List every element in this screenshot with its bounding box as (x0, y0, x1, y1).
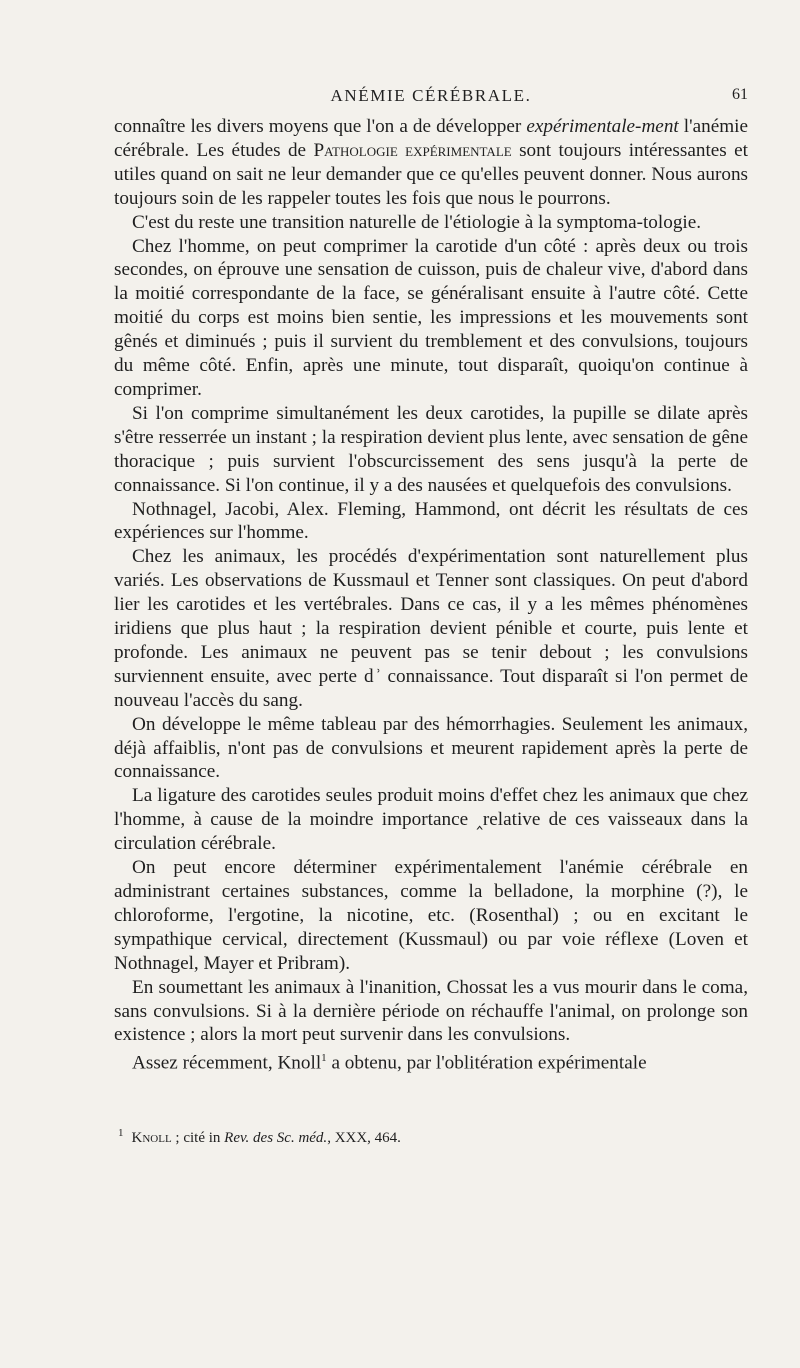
small-caps-term: Pathologie expérimentale (313, 139, 512, 161)
body-text (114, 115, 748, 1076)
paragraph: Chez les animaux, les procédés d'expérimentation sont naturellement plus variés. Les observations de Kussmaul et Tenner sont classiques. On peut d'abord lier les carotides et les vertébrales. Dans ce cas, il y a les mêmes phénomènes iridiens que plus haut ; la respiration devient pénible et courte, puis lente et profonde. Les animaux ne peuvent pas se tenir debout ; les convulsions surviennent ensuite, avec perte d ͗ connaissance. Tout disparaît si l'on permet de nouveau l'accès du sang. (114, 546, 748, 711)
paragraph: En soumettant les animaux à l'inanition, Chossat les a vus mourir dans le coma, sans convulsions. Si à la dernière période on réchauffe l'animal, on prolonge son existence ; alors la mort peut survenir dans les convulsions. (114, 976, 748, 1046)
footnote-author: Knoll (131, 1130, 172, 1146)
page-header (114, 86, 748, 110)
page-number: 61 (732, 86, 748, 103)
paragraph: Si l'on comprime simultanément les deux carotides, la pupille se dilate après s'être resserrée un instant ; la respiration devient plus lente, avec sensation de gêne thoracique ; puis survient l'obscurcissement des sens jusqu'à la perte de connaissance. Si l'on continue, il y a des nausées et quelquefois des convulsions. (114, 402, 748, 496)
footnote: $^1$ Knoll ; cité in Rev. des Sc. méd., XXX, 464. (118, 1127, 401, 1146)
paragraph: Chez l'homme, on peut comprimer la carotide d'un côté : après deux ou trois secondes, on éprouve une sensation de cuisson, puis de chaleur vive, d'abord dans la moitié correspondante de la face, se généralisant ensuite à l'autre côté. Cette moitié du corps est moins bien sentie, les impressions et les mouvements sont gênés et diminués ; puis il survient du tremblement et des convulsions, toujours du même côté. Enfin, après une minute, tout disparaît, quoiqu'on continue à comprimer. (114, 235, 748, 400)
paragraph: On développe le même tableau par des hémorrhagies. Seulement les animaux, déjà affaiblis, n'ont pas de convulsions et meurent rapidement après la perte de connaissance. (114, 713, 748, 783)
footnote-reference[interactable]: 1 (321, 1052, 327, 1065)
footnote-mark: 1 (118, 1127, 124, 1139)
paragraph: Assez récemment, Knoll$^1$ a obtenu, par l'oblitération expérimentale (132, 1052, 647, 1074)
paragraph: Nothnagel, Jacobi, Alex. Fleming, Hammond, ont décrit les résultats de ces expériences sur l'homme. (114, 498, 748, 544)
paragraph: On peut encore déterminer expérimentalement l'anémie cérébrale en administrant certaines substances, comme la belladone, la morphine (?), le chloroforme, l'ergotine, la nicotine, etc. (Rosenthal) ; ou en excitant le sympathique cervical, directement (Kussmaul) ou par voie réflexe (Loven et Nothnagel, Mayer et Pribram). (114, 857, 748, 974)
paragraph: connaître les divers moyens que l'on a de développer expérimentale-ment l'anémie cérébrale. Les études de Pathologie expérimentale sont toujours intéressantes et utiles quand on sait ne leur demander que ce qu'elles peuvent donner. Nous aurons toujours soin de les rappeler toutes les fois que nous le pourrons. (114, 116, 748, 209)
paragraph: La ligature des carotides seules produit moins d'effet chez les animaux que chez l'homme, à cause de la moindre importance ‸relative de ces vaisseaux dans la circulation cérébrale. (114, 785, 748, 855)
emphasis: expérimentale-ment (526, 116, 679, 137)
running-title: ANÉMIE CÉRÉBRALE. (330, 86, 532, 105)
paragraph: C'est du reste une transition naturelle de l'étiologie à la symptoma-tologie. (132, 211, 702, 233)
footnote-journal: Rev. des Sc. méd. (224, 1130, 328, 1146)
